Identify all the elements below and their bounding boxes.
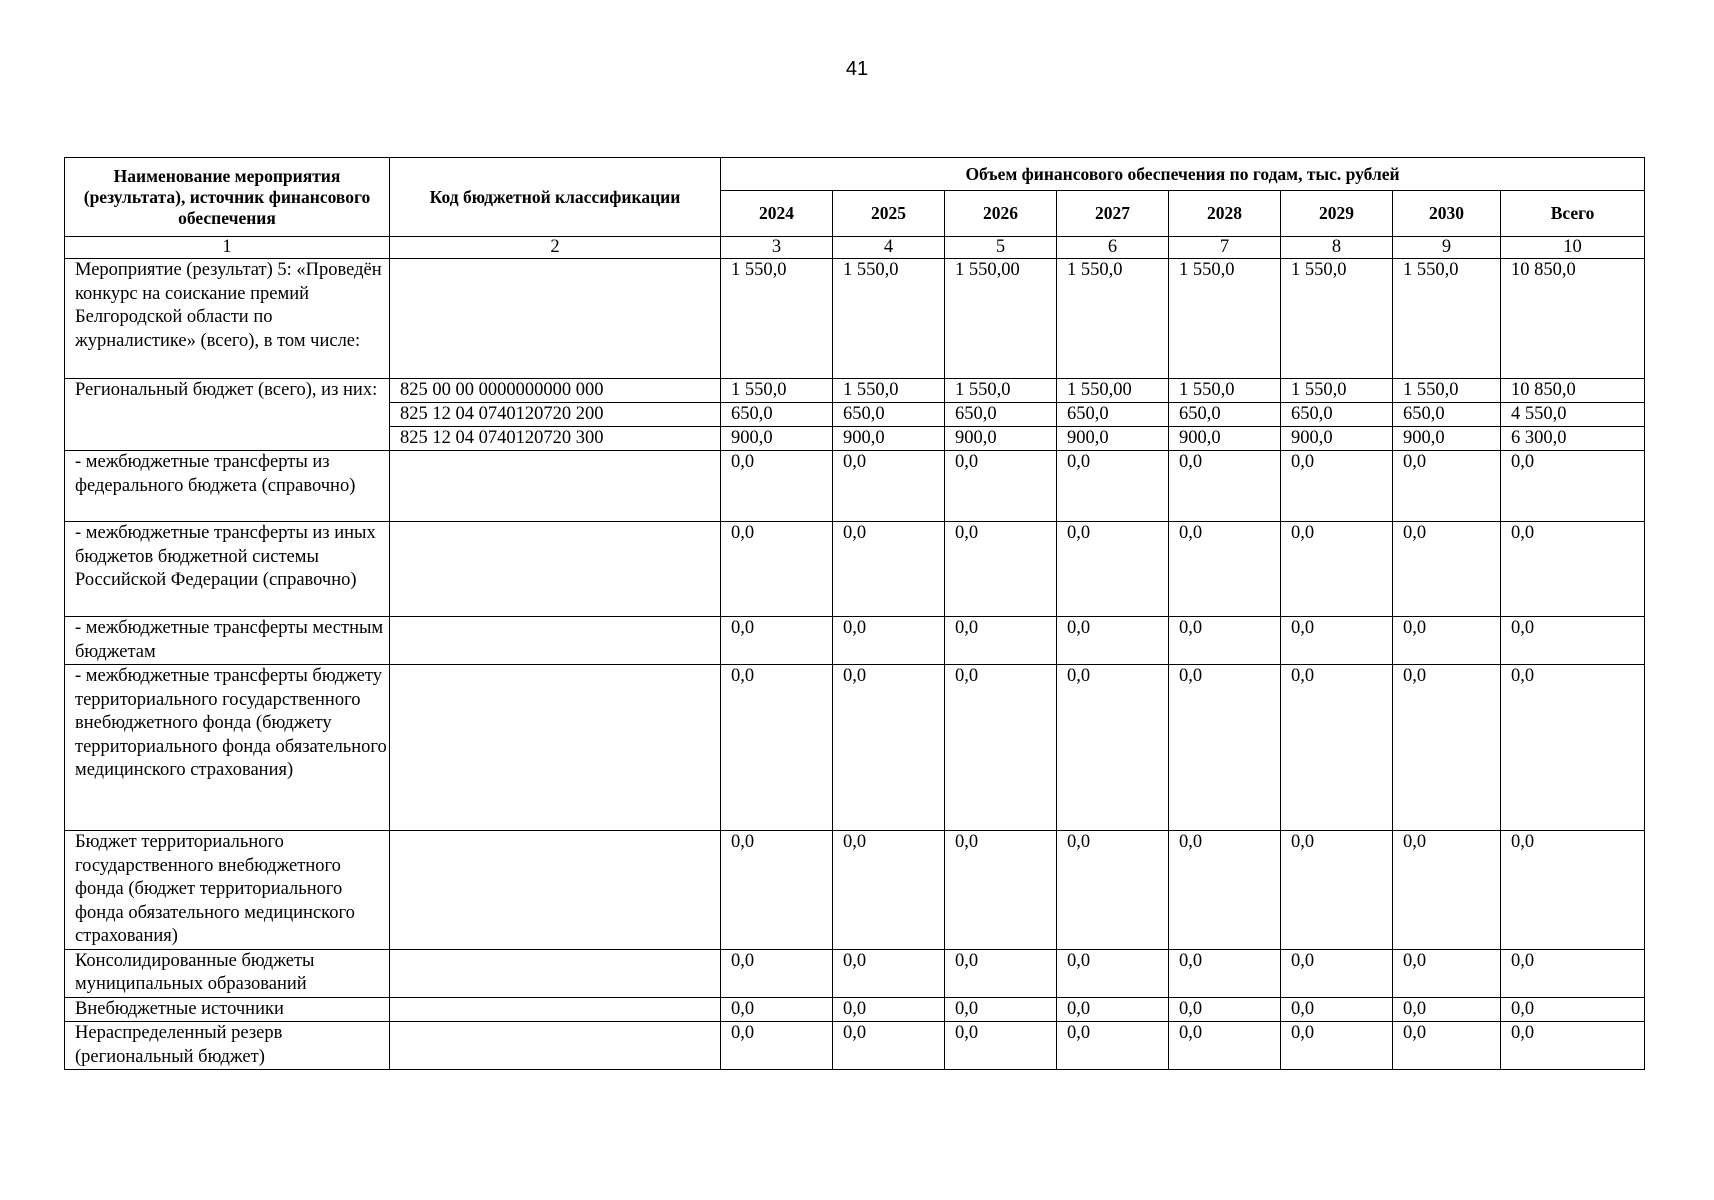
table-row [65, 949, 1645, 997]
row-name: - межбюджетные трансферты из иных бюджетов бюджетной системы Российской Федерации (справочно) [65, 522, 390, 617]
column-number: 9 [1393, 237, 1501, 259]
value-cell: 0,0 [1393, 997, 1501, 1022]
value-cell: 650,0 [1169, 403, 1281, 427]
value-cell: 650,0 [945, 403, 1057, 427]
value-cell: 0,0 [1057, 665, 1169, 831]
value-cell: 0,0 [945, 949, 1057, 997]
value-cell: 0,0 [945, 997, 1057, 1022]
row-code [390, 831, 721, 950]
value-cell: 6 300,0 [1501, 427, 1645, 451]
value-cell: 1 550,0 [1169, 259, 1281, 379]
value-cell: 0,0 [1281, 997, 1393, 1022]
header-year: 2026 [945, 191, 1057, 237]
row-code: 825 12 04 0740120720 300 [390, 427, 721, 451]
value-cell: 0,0 [1393, 831, 1501, 950]
value-cell: 0,0 [1281, 451, 1393, 522]
value-cell: 0,0 [1501, 997, 1645, 1022]
value-cell: 1 550,0 [1169, 379, 1281, 403]
row-name: - межбюджетные трансферты местным бюджетам [65, 617, 390, 665]
table-row [65, 451, 1645, 522]
financing-table [64, 157, 1645, 1070]
value-cell: 1 550,0 [1393, 259, 1501, 379]
row-name: Региональный бюджет (всего), из них: [65, 379, 390, 451]
row-code [390, 451, 721, 522]
column-number: 6 [1057, 237, 1169, 259]
value-cell: 1 550,0 [833, 259, 945, 379]
value-cell: 1 550,0 [721, 259, 833, 379]
header-year: 2028 [1169, 191, 1281, 237]
value-cell: 1 550,0 [945, 379, 1057, 403]
value-cell: 0,0 [1501, 665, 1645, 831]
value-cell: 0,0 [1057, 831, 1169, 950]
value-cell: 650,0 [833, 403, 945, 427]
value-cell: 0,0 [1169, 665, 1281, 831]
row-name: Нераспределенный резерв (региональный бюджет) [65, 1022, 390, 1070]
value-cell: 0,0 [833, 831, 945, 950]
value-cell: 0,0 [1501, 451, 1645, 522]
value-cell: 0,0 [1393, 451, 1501, 522]
value-cell: 0,0 [1169, 997, 1281, 1022]
value-cell: 0,0 [721, 1022, 833, 1070]
value-cell: 0,0 [945, 617, 1057, 665]
value-cell: 1 550,0 [833, 379, 945, 403]
value-cell: 900,0 [721, 427, 833, 451]
header-year: 2027 [1057, 191, 1169, 237]
value-cell: 0,0 [833, 997, 945, 1022]
value-cell: 0,0 [833, 451, 945, 522]
row-name: Мероприятие (результат) 5: «Проведён конкурс на соискание премий Белгородской области по журналистике» (всего), в том числе: [65, 259, 390, 379]
value-cell: 0,0 [721, 522, 833, 617]
row-code [390, 617, 721, 665]
value-cell: 650,0 [1393, 403, 1501, 427]
value-cell: 1 550,0 [1281, 259, 1393, 379]
value-cell: 0,0 [1169, 617, 1281, 665]
value-cell: 0,0 [1281, 1022, 1393, 1070]
value-cell: 0,0 [721, 451, 833, 522]
column-number: 4 [833, 237, 945, 259]
header-year: 2024 [721, 191, 833, 237]
column-number-row [65, 237, 1645, 259]
value-cell: 1 550,00 [945, 259, 1057, 379]
page-number: 41 [845, 58, 869, 80]
row-code [390, 522, 721, 617]
value-cell: 0,0 [945, 451, 1057, 522]
value-cell: 0,0 [1281, 949, 1393, 997]
value-cell: 0,0 [1281, 831, 1393, 950]
value-cell: 900,0 [1057, 427, 1169, 451]
value-cell: 0,0 [945, 831, 1057, 950]
value-cell: 0,0 [1393, 617, 1501, 665]
value-cell: 900,0 [833, 427, 945, 451]
value-cell: 650,0 [721, 403, 833, 427]
value-cell: 0,0 [1169, 949, 1281, 997]
value-cell: 1 550,00 [1057, 379, 1169, 403]
table-row [65, 997, 1645, 1022]
column-number: 5 [945, 237, 1057, 259]
value-cell: 1 550,0 [1393, 379, 1501, 403]
row-name: Консолидированные бюджеты муниципальных образований [65, 949, 390, 997]
row-code [390, 259, 721, 379]
row-code [390, 665, 721, 831]
column-number: 1 [65, 237, 390, 259]
value-cell: 1 550,0 [1281, 379, 1393, 403]
table-row-regional [65, 379, 1645, 403]
value-cell: 0,0 [1393, 665, 1501, 831]
value-cell: 0,0 [721, 997, 833, 1022]
value-cell: 900,0 [945, 427, 1057, 451]
value-cell: 0,0 [1501, 522, 1645, 617]
value-cell: 0,0 [721, 665, 833, 831]
value-cell: 0,0 [1057, 997, 1169, 1022]
value-cell: 0,0 [721, 617, 833, 665]
value-cell: 0,0 [945, 1022, 1057, 1070]
row-code: 825 00 00 0000000000 000 [390, 379, 721, 403]
value-cell: 0,0 [1501, 831, 1645, 950]
value-cell: 4 550,0 [1501, 403, 1645, 427]
row-name: - межбюджетные трансферты из федерального бюджета (справочно) [65, 451, 390, 522]
value-cell: 0,0 [1057, 617, 1169, 665]
value-cell: 0,0 [1057, 522, 1169, 617]
header-code: Код бюджетной классификации [390, 158, 721, 237]
value-cell: 0,0 [833, 665, 945, 831]
row-name: Внебюджетные источники [65, 997, 390, 1022]
value-cell: 0,0 [1393, 522, 1501, 617]
value-cell: 10 850,0 [1501, 259, 1645, 379]
value-cell: 1 550,0 [1057, 259, 1169, 379]
row-code [390, 949, 721, 997]
header-year: 2025 [833, 191, 945, 237]
table-row-event [65, 259, 1645, 379]
value-cell: 0,0 [1169, 831, 1281, 950]
value-cell: 1 550,0 [721, 379, 833, 403]
header-year: 2029 [1281, 191, 1393, 237]
value-cell: 0,0 [833, 949, 945, 997]
column-number: 3 [721, 237, 833, 259]
table-row [65, 665, 1645, 831]
value-cell: 900,0 [1169, 427, 1281, 451]
value-cell: 0,0 [1501, 949, 1645, 997]
value-cell: 0,0 [1501, 617, 1645, 665]
value-cell: 0,0 [721, 831, 833, 950]
value-cell: 0,0 [945, 522, 1057, 617]
table-row [65, 522, 1645, 617]
value-cell: 0,0 [1393, 1022, 1501, 1070]
value-cell: 900,0 [1393, 427, 1501, 451]
row-code [390, 997, 721, 1022]
value-cell: 0,0 [721, 949, 833, 997]
table-row [65, 1022, 1645, 1070]
value-cell: 0,0 [1281, 665, 1393, 831]
value-cell: 0,0 [833, 522, 945, 617]
value-cell: 650,0 [1281, 403, 1393, 427]
value-cell: 10 850,0 [1501, 379, 1645, 403]
row-name: - межбюджетные трансферты бюджету территориального государственного внебюджетного фонда (бюджету территориального фонда обязательного медицинского страхования) [65, 665, 390, 831]
value-cell: 650,0 [1057, 403, 1169, 427]
column-number: 10 [1501, 237, 1645, 259]
value-cell: 0,0 [1169, 451, 1281, 522]
header-year: 2030 [1393, 191, 1501, 237]
value-cell: 0,0 [1169, 1022, 1281, 1070]
value-cell: 900,0 [1281, 427, 1393, 451]
row-name: Бюджет территориального государственного внебюджетного фонда (бюджет территориального фонда обязательного медицинского страхования) [65, 831, 390, 950]
table-row [65, 831, 1645, 950]
row-code [390, 1022, 721, 1070]
value-cell: 0,0 [1281, 617, 1393, 665]
value-cell: 0,0 [1057, 451, 1169, 522]
value-cell: 0,0 [833, 1022, 945, 1070]
table-row [65, 617, 1645, 665]
value-cell: 0,0 [945, 665, 1057, 831]
value-cell: 0,0 [1501, 1022, 1645, 1070]
header-total: Всего [1501, 191, 1645, 237]
column-number: 2 [390, 237, 721, 259]
header-row-1 [65, 158, 1645, 191]
value-cell: 0,0 [833, 617, 945, 665]
value-cell: 0,0 [1393, 949, 1501, 997]
header-name: Наименование мероприятия (результата), источник финансового обеспечения [65, 158, 390, 237]
value-cell: 0,0 [1057, 1022, 1169, 1070]
value-cell: 0,0 [1057, 949, 1169, 997]
column-number: 8 [1281, 237, 1393, 259]
value-cell: 0,0 [1281, 522, 1393, 617]
column-number: 7 [1169, 237, 1281, 259]
value-cell: 0,0 [1169, 522, 1281, 617]
row-code: 825 12 04 0740120720 200 [390, 403, 721, 427]
header-volume: Объем финансового обеспечения по годам, тыс. рублей [721, 158, 1645, 191]
